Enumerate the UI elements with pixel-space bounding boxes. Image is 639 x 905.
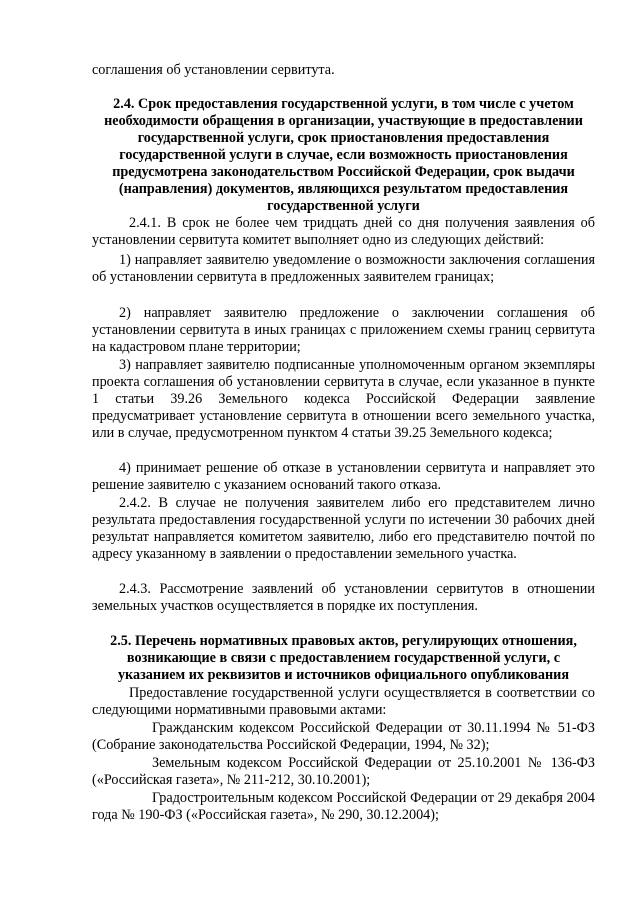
section-2-5-heading: 2.5. Перечень нормативных правовых актов, регулирующих отношения, возникающие в связи с предоставлением государственной услуги, с указанием их реквизитов и источников официального опубликования [110, 633, 577, 683]
paragraph-2-4-3: 2.4.3. Рассмотрение заявлений об установлении сервитутов в отношении земельных участков осуществляется в порядке их поступления. [92, 581, 595, 614]
list-item-3: 3) направляет заявителю подписанные уполномоченным органом экземпляры проекта соглашения об установлении сервитута в случае, если указанное в пункте 1 статьи 39.26 Земельного кодекса Российской Федерации заявление предусматривает установление сервитута в отношении всего земельного участка, или в случае, предусмотренном пунктом 4 статьи 39.25 Земельного кодекса; [92, 357, 595, 441]
section-2-4-heading: 2.4. Срок предоставления государственной услуги, в том числе с учетом необходимости обращения в организации, участвующие в предоставлении государственной услуги, срок приостановления предоставления государственной услуги в случае, если возможность приостановления предусмотрена законодательством Российской Федерации, срок выдачи (направления) документов, являющихся результатом предоставления государственной услуги [104, 96, 583, 214]
top-fragment-text: соглашения об установлении сервитута. [92, 62, 335, 78]
list-item-4: 4) принимает решение об отказе в установлении сервитута и направляет это решение заявителю с указанием оснований такого отказа. [92, 460, 595, 493]
paragraph-2-4-1: 2.4.1. В срок не более чем тридцать дней со дня получения заявления об установлении сервитута комитет выполняет одно из следующих действий: [92, 215, 595, 248]
legal-act-urban-code: Градостроительным кодексом Российской Федерации от 29 декабря 2004 года № 190-ФЗ («Российская газета», № 290, 30.12.2004); [92, 790, 595, 823]
paragraph-2-4-2: 2.4.2. В случае не получения заявителем либо его представителем лично результата предоставления государственной услуги по истечении 30 рабочих дней результат направляется комитетом заявителю, либо его представителю почтой по адресу указанному в заявлении о предоставлении земельного участка. [92, 495, 595, 562]
legal-act-civil-code: Гражданским кодексом Российской Федерации от 30.11.1994 № 51-ФЗ (Собрание законодательства Российской Федерации, 1994, № 32); [92, 720, 595, 753]
legal-act-land-code: Земельным кодексом Российской Федерации от 25.10.2001 № 136-ФЗ («Российская газета», № 211-212, 30.10.2001); [92, 755, 595, 788]
paragraph-2-5-intro: Предоставление государственной услуги осуществляется в соответствии со следующими нормативными правовыми актами: [92, 685, 595, 718]
list-item-2: 2) направляет заявителю предложение о заключении соглашения об установлении сервитута в иных границах с приложением схемы границ сервитута на кадастровом плане территории; [92, 305, 595, 355]
list-item-1: 1) направляет заявителю уведомление о возможности заключения соглашения об установлении сервитута в предложенных заявителем границах; [92, 252, 595, 285]
